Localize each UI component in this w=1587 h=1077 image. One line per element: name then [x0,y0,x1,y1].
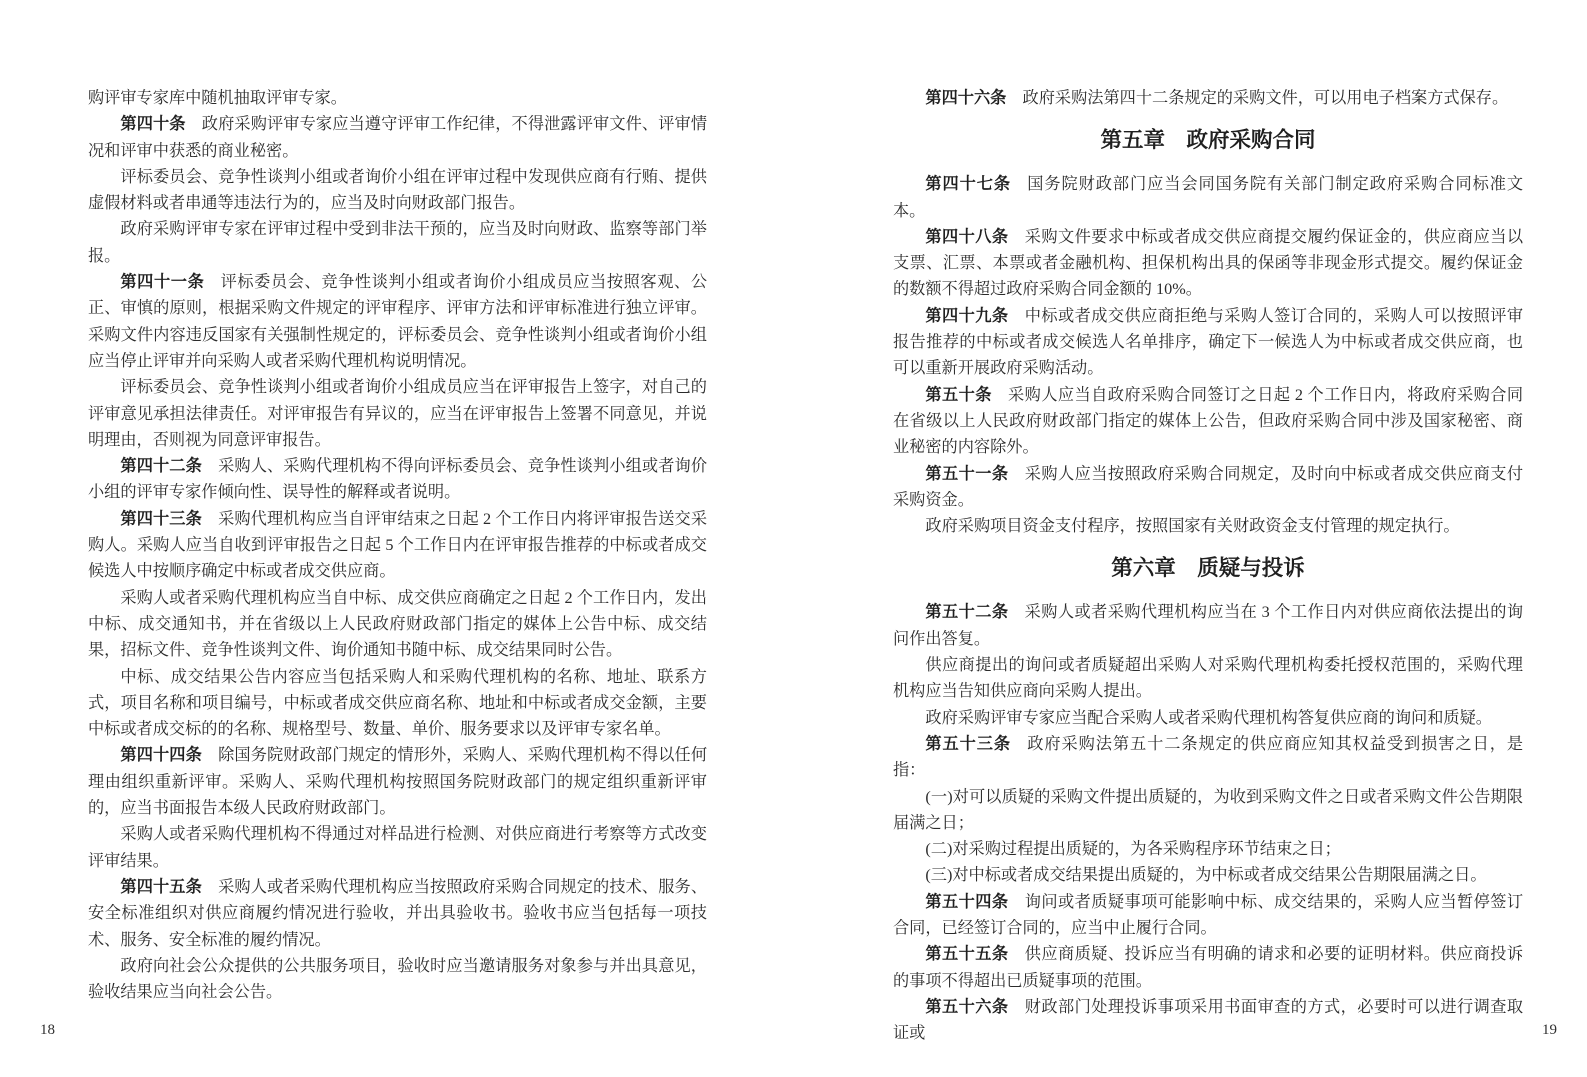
article-paragraph [893,303,1523,382]
article-number: 第四十七条 [925,175,1012,194]
article-paragraph [893,994,1523,1047]
article-text: 评标委员会、竞争性谈判小组或者询价小组成员应当按照客观、公正、审慎的原则，根据采购文件规定的评审程序、评审方法和评审标准进行独立评审。采购文件内容违反国家有关强制性规定的，评标委员会、竞争性谈判小组或者询价小组应当停止评审并向采购人或者采购代理机构说明情况。 [88,273,708,370]
body-paragraph: 采购人或者采购代理机构不得通过对样品进行检测、对供应商进行考察等方式改变评审结果。 [88,825,707,870]
article-paragraph [893,461,1523,514]
article-text: 政府采购法第四十二条规定的采购文件，可以用电子档案方式保存。 [1022,89,1509,107]
article-text: 采购文件要求中标或者成交供应商提交履约保证金的，供应商应当以支票、汇票、本票或者金融机构、担保机构出具的保函等非现金形式提交。履约保证金的数额不得超过政府采购合同金额的 10%。 [893,227,1524,299]
article-paragraph [893,731,1523,784]
article-number: 第五十二条 [925,603,1009,622]
article-number: 第四十四条 [120,746,202,765]
article-paragraph [893,171,1523,224]
article-paragraph [893,599,1523,652]
article-number: 第五十一条 [925,464,1009,483]
article-text: 询问或者质疑事项可能影响中标、成交结果的，采购人应当暂停签订合同，已经签订合同的，应当中止履行合同。 [893,892,1524,938]
article-text: 政府采购法第五十二条规定的供应商应知其权益受到损害之日，是指： [893,734,1524,780]
article-number: 第四十八条 [925,227,1009,246]
article-number: 第五十六条 [925,997,1009,1016]
body-paragraph: (二)对采购过程提出质疑的，为各采购程序环节结束之日； [925,840,1341,859]
chapter-heading: 第五章 政府采购合同 [1100,128,1316,153]
article-text: 采购人或者采购代理机构应当在 3 个工作日内对供应商依法提出的询问作出答复。 [893,603,1524,648]
body-paragraph: (一)对可以质疑的采购文件提出质疑的，为收到采购文件之日或者采购文件公告期限届满之日； [893,787,1523,832]
page-number-left: 18 [40,1022,55,1038]
article-text: 政府采购评审专家应当遵守评审工作纪律，不得泄露评审文件、评审情况和评审中获悉的商业秘密。 [88,115,708,160]
body-paragraph: 评标委员会、竞争性谈判小组或者询价小组成员应当在评审报告上签字，对自己的评审意见承担法律责任。对评审报告有异议的，应当在评审报告上签署不同意见，并说明理由，否则视为同意评审报告。 [88,378,707,449]
body-paragraph: 政府向社会公众提供的公共服务项目，验收时应当邀请服务对象参与并出具意见，验收结果应当向社会公告。 [88,956,707,1002]
page-number-right: 19 [1542,1022,1557,1038]
page-19-text-column [893,85,1523,1047]
article-text: 采购人应当自政府采购合同签订之日起 2 个工作日内，将政府采购合同在省级以上人民政府财政部门指定的媒体上公告，但政府采购合同中涉及国家秘密、商业秘密的内容除外。 [893,385,1524,457]
article-number: 第四十六条 [925,89,1007,107]
article-paragraph [893,85,1523,111]
article-paragraph [88,453,707,506]
body-paragraph: 供应商提出的询问或者质疑超出采购人对采购代理机构委托授权范围的，采购代理机构应当告知供应商向采购人提出。 [893,656,1523,701]
article-number: 第五十四条 [925,892,1009,911]
article-paragraph [88,111,707,164]
article-paragraph [893,941,1523,994]
article-number: 第五十三条 [925,734,1012,753]
body-paragraph: 评标委员会、竞争性谈判小组或者询价小组在评审过程中发现供应商有行贿、提供虚假材料或者串通等违法行为的，应当及时向财政部门报告。 [88,167,707,213]
article-number: 第四十条 [120,115,186,134]
body-paragraph: 政府采购评审专家应当配合采购人或者采购代理机构答复供应商的询问和质疑。 [925,708,1492,727]
article-number: 第四十五条 [120,877,202,896]
article-paragraph [88,269,707,374]
body-paragraph: (三)对中标或者成交结果提出质疑的，为中标或者成交结果公告期限届满之日。 [925,866,1487,885]
page-18-text-column [88,85,707,1005]
article-text: 中标或者成交供应商拒绝与采购人签订合同的，采购人可以按照评审报告推荐的中标或者成交候选人名单排序，确定下一候选人为中标或者成交供应商，也可以重新开展政府采购活动。 [893,306,1524,378]
article-text: 供应商质疑、投诉应当有明确的请求和必要的证明材料。供应商投诉的事项不得超出已质疑事项的范围。 [893,945,1524,990]
article-text: 国务院财政部门应当会同国务院有关部门制定政府采购合同标准文本。 [893,175,1524,220]
chapter-heading: 第六章 质疑与投诉 [1111,556,1305,581]
article-text: 采购人、采购代理机构不得向评标委员会、竞争性谈判小组或者询价小组的评审专家作倾向性、误导性的解释或者说明。 [88,457,708,502]
article-number: 第四十九条 [925,306,1009,325]
article-text: 采购人应当按照政府采购合同规定，及时向中标或者成交供应商支付采购资金。 [893,464,1524,509]
article-number: 第四十三条 [120,509,202,528]
article-paragraph [88,874,707,953]
article-paragraph [893,224,1523,303]
article-number: 第五十五条 [925,945,1009,964]
body-paragraph: 政府采购项目资金支付程序，按照国家有关财政资金支付管理的规定执行。 [925,517,1460,536]
article-paragraph [893,889,1523,942]
article-text: 采购人或者采购代理机构应当按照政府采购合同规定的技术、服务、安全标准组织对供应商履约情况进行验收，并出具验收书。验收书应当包括每一项技术、服务、安全标准的履约情况。 [88,877,708,949]
body-paragraph: 中标、成交结果公告内容应当包括采购人和采购代理机构的名称、地址、联系方式，项目名称和项目编号，中标或者成交供应商名称、地址和中标或者成交金额，主要中标或者成交标的的名称、规格型号、数量、单价、服务要求以及评审专家名单。 [88,667,707,739]
body-paragraph: 购评审专家库中随机抽取评审专家。 [88,89,347,107]
body-paragraph: 政府采购评审专家在评审过程中受到非法干预的，应当及时向财政、监察等部门举报。 [88,220,707,265]
article-paragraph [88,506,707,585]
article-number: 第四十二条 [120,457,202,476]
article-paragraph [893,382,1523,461]
article-text: 除国务院财政部门规定的情形外，采购人、采购代理机构不得以任何理由组织重新评审。采购人、采购代理机构按照国务院财政部门的规定组织重新评审的，应当书面报告本级人民政府财政部门。 [88,746,708,818]
body-paragraph: 采购人或者采购代理机构应当自中标、成交供应商确定之日起 2 个工作日内，发出中标、成交通知书，并在省级以上人民政府财政部门指定的媒体上公告中标、成交结果，招标文件、竞争性谈判文件、询价通知书随中标、成交结果同时公告。 [88,588,707,660]
article-paragraph [88,742,707,821]
article-text: 采购代理机构应当自评审结束之日起 2 个工作日内将评审报告送交采购人。采购人应当自收到评审报告之日起 5 个工作日内在评审报告推荐的中标或者成交候选人中按顺序确定中标或者成交供应商。 [88,509,708,581]
article-number: 第四十一条 [120,273,205,292]
article-text: 财政部门处理投诉事项采用书面审查的方式，必要时可以进行调查取证或 [893,997,1524,1043]
article-number: 第五十条 [925,385,992,404]
